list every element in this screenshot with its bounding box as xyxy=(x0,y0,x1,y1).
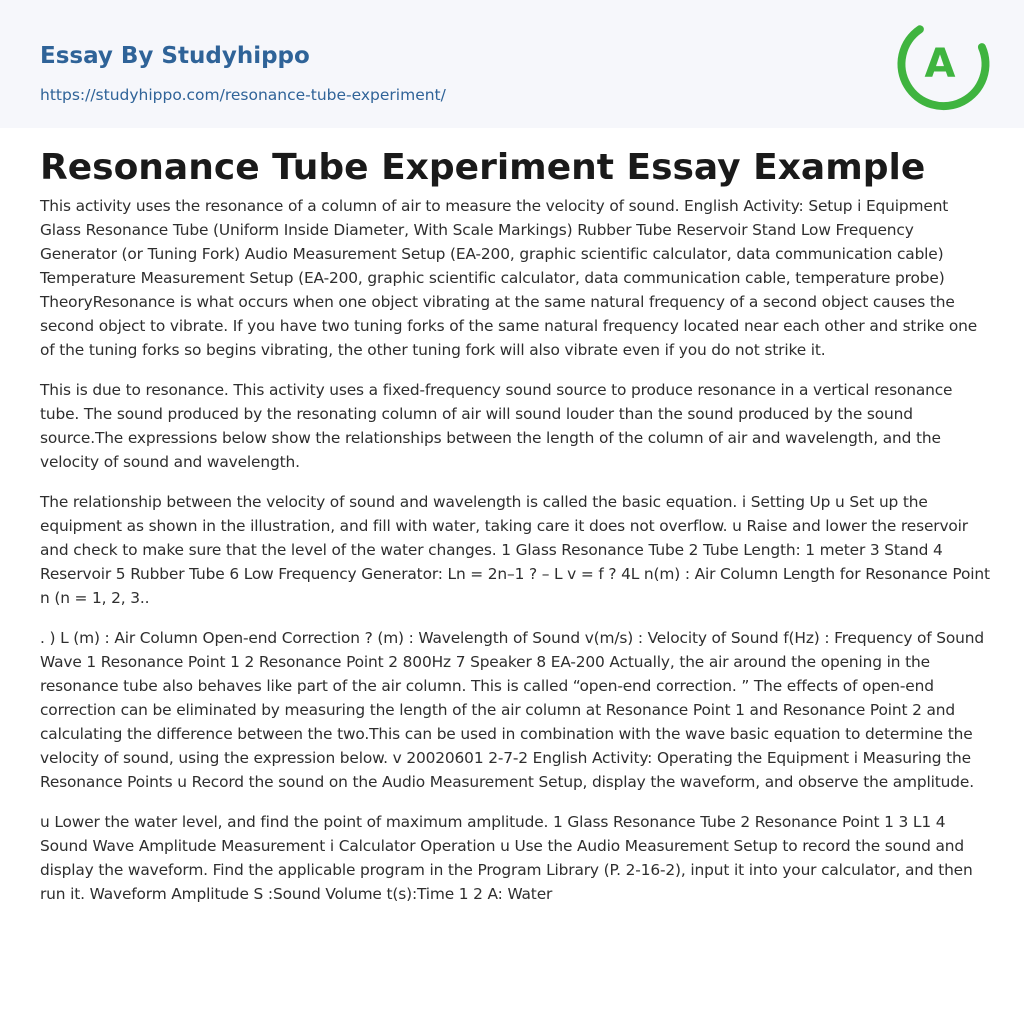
essay-paragraph: This activity uses the resonance of a column of air to measure the velocity of sound. English Activity: Setup i Equipment Glass Resonance Tube (Uniform Inside Diameter, With Scale Markings) Rubber Tube Reservoir Stand Low Frequency Generator (or Tuning Fork) Audio Measurement Setup (EA-200, graphic scientific calculator, data communication cable) Temperature Measurement Setup (EA-200, graphic scientific calculator, data communication cable, temperature probe) TheoryResonance is what occurs when one object vibrating at the same natural frequency of a second object causes the second object to vibrate. If you have two tuning forks of the same natural frequency located near each other and strike one of the tuning forks so begins vibrating, the other tuning fork will also vibrate even if you do not strike it. xyxy=(40,197,978,359)
essay-body xyxy=(40,194,990,922)
page-title: Resonance Tube Experiment Essay Example xyxy=(40,147,926,188)
essay-paragraph: . ) L (m) : Air Column Open-end Correction ? (m) : Wavelength of Sound v(m/s) : Velocity of Sound f(Hz) : Frequency of Sound Wave 1 Resonance Point 1 2 Resonance Point 2 800Hz 7 Speaker 8 EA-200 Actually, the air around the opening in the resonance tube also behaves like part of the air column. This is called “open-end correction. ” The effects of open-end correction can be eliminated by measuring the length of the air column at Resonance Point 1 and Resonance Point 2 and calculating the difference between the two.This can be used in combination with the wave basic equation to determine the velocity of sound, using the expression below. v 20020601 2-7-2 English Activity: Operating the Equipment i Measuring the Resonance Points u Record the sound on the Audio Measurement Setup, display the waveform, and observe the amplitude. xyxy=(40,629,985,791)
studyhippo-logo-icon[interactable] xyxy=(896,16,992,112)
essay-paragraph: The relationship between the velocity of sound and wavelength is called the basic equation. i Setting Up u Set up the equipment as shown in the illustration, and fill with water, taking care it does not overflow. u Raise and lower the reservoir and check to make sure that the level of the water changes. 1 Glass Resonance Tube 2 Tube Length: 1 meter 3 Stand 4 Reservoir 5 Rubber Tube 6 Low Frequency Generator: Ln = 2n–1 ? – L v = f ? 4L n(m) : Air Column Length for Resonance Point n (n = 1, 2, 3.. xyxy=(40,493,990,607)
logo-letter: A xyxy=(924,41,956,87)
site-brand[interactable]: Essay By Studyhippo xyxy=(40,43,310,69)
essay-paragraph: u Lower the water level, and find the point of maximum amplitude. 1 Glass Resonance Tube 2 Resonance Point 1 3 L1 4 Sound Wave Amplitude Measurement i Calculator Operation u Use the Audio Measurement Setup to record the sound and display the waveform. Find the applicable program in the Program Library (P. 2-16-2), input it into your calculator, and then run it. Waveform Amplitude S :Sound Volume t(s):Time 1 2 A: Water xyxy=(40,813,973,903)
source-url-link[interactable]: https://studyhippo.com/resonance-tube-experiment/ xyxy=(40,86,446,104)
essay-paragraph: This is due to resonance. This activity uses a fixed-frequency sound source to produce resonance in a vertical resonance tube. The sound produced by the resonating column of air will sound louder than the sound produced by the sound source.The expressions below show the relationships between the length of the column of air and wavelength, and the velocity of sound and wavelength. xyxy=(40,381,953,471)
site-header xyxy=(0,0,1024,128)
